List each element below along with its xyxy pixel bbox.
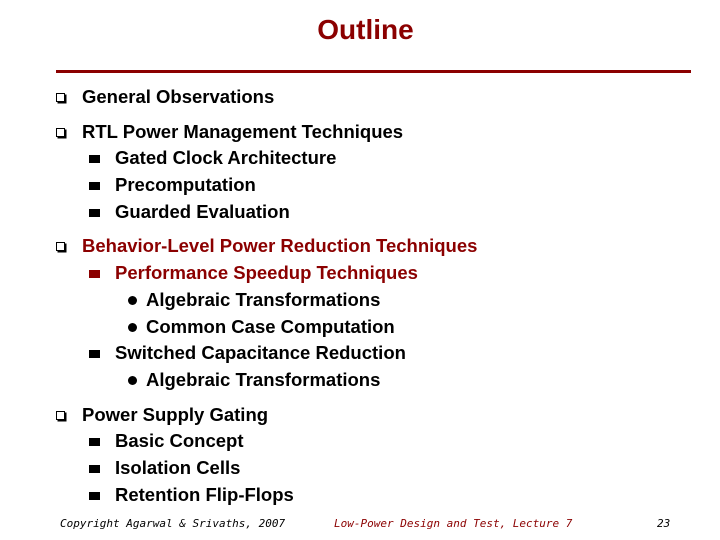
subitem-label: Retention Flip-Flops xyxy=(115,483,294,505)
hollow-square-icon xyxy=(56,93,65,102)
subitem-label: Performance Speedup Techniques xyxy=(115,262,418,284)
sub-subitem xyxy=(56,314,676,341)
filled-square-icon xyxy=(89,155,100,163)
subitem-label: Gated Clock Architecture xyxy=(115,147,337,169)
slide-title: Outline xyxy=(317,14,414,45)
filled-square-icon xyxy=(89,182,100,190)
footer-course: Low-Power Design and Test, Lecture 7 xyxy=(334,517,573,530)
filled-square-icon xyxy=(89,209,100,217)
outline-list xyxy=(56,84,676,508)
subitem xyxy=(56,340,676,367)
filled-square-icon xyxy=(89,438,100,446)
subitem-label: Guarded Evaluation xyxy=(115,200,290,222)
section-heading xyxy=(56,402,676,429)
subitem-label: Basic Concept xyxy=(115,430,244,452)
section-label: General Observations xyxy=(82,86,275,107)
section-heading xyxy=(56,233,676,260)
outline-section xyxy=(56,119,676,226)
filled-circle-icon xyxy=(128,296,137,305)
outline-section xyxy=(56,233,676,393)
sub-subitem xyxy=(56,287,676,314)
hollow-square-icon xyxy=(56,411,65,420)
page-number: 23 xyxy=(657,517,671,530)
sub-subitem xyxy=(56,367,676,394)
footer-copyright: Copyright Agarwal & Srivaths, 2007 xyxy=(60,517,286,530)
subitem xyxy=(56,199,676,226)
title-divider xyxy=(56,70,691,73)
sub-subitem-label: Common Case Computation xyxy=(146,315,395,337)
section-label: RTL Power Management Techniques xyxy=(82,120,404,142)
subitem-label: Isolation Cells xyxy=(115,456,241,478)
filled-circle-icon xyxy=(128,376,137,385)
section-heading xyxy=(56,119,676,146)
filled-square-icon xyxy=(89,465,100,473)
filled-circle-icon xyxy=(128,323,137,332)
subitem xyxy=(56,482,676,509)
subitem xyxy=(56,172,676,199)
subitem-label: Precomputation xyxy=(115,174,256,196)
section-label: Power Supply Gating xyxy=(82,403,269,425)
filled-square-icon xyxy=(89,350,100,358)
outline-section xyxy=(56,84,676,111)
filled-square-icon xyxy=(89,270,100,278)
outline-section xyxy=(56,402,676,509)
subitem xyxy=(56,145,676,172)
section-heading xyxy=(56,84,676,111)
section-label: Behavior-Level Power Reduction Techniques xyxy=(82,235,478,257)
filled-square-icon xyxy=(89,492,100,500)
sub-subitem-label: Algebraic Transformations xyxy=(146,288,381,310)
sub-subitem-label: Algebraic Transformations xyxy=(146,368,381,390)
hollow-square-icon xyxy=(56,128,65,137)
subitem xyxy=(56,428,676,455)
subitem-label: Switched Capacitance Reduction xyxy=(115,342,406,364)
subitem xyxy=(56,260,676,287)
subitem xyxy=(56,455,676,482)
hollow-square-icon xyxy=(56,242,65,251)
